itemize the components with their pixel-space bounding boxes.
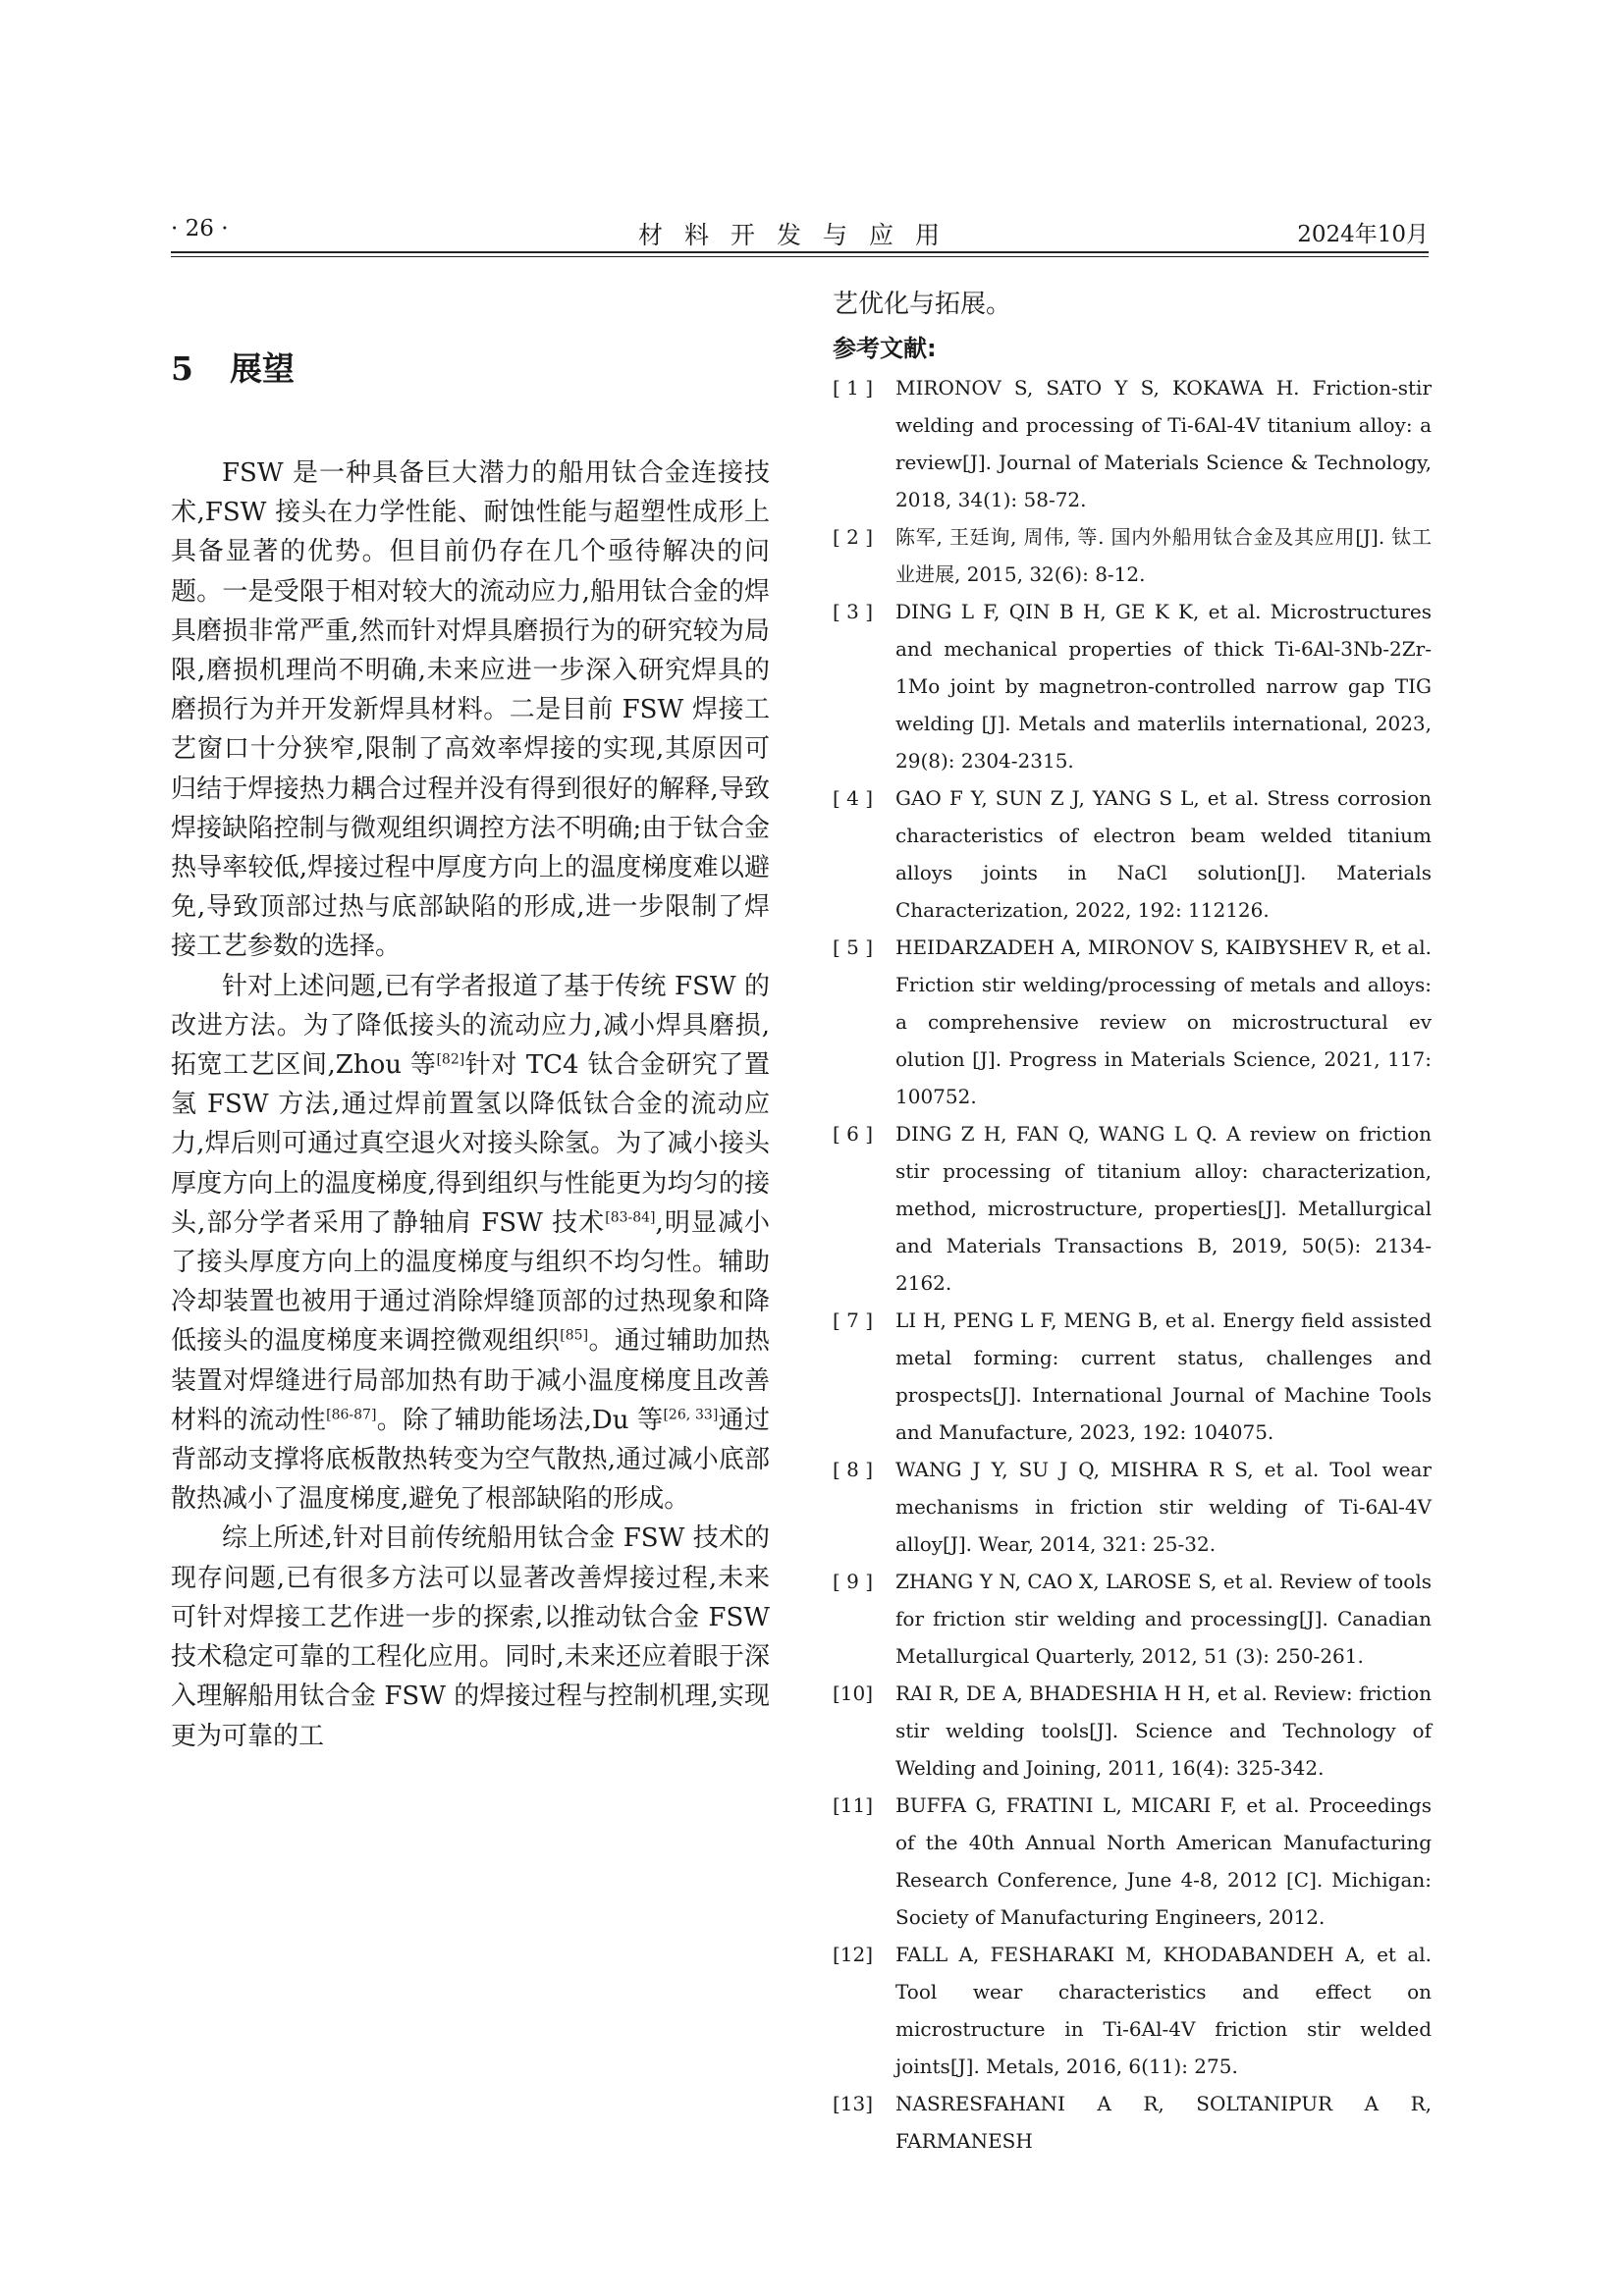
references-heading: 参考文献: bbox=[833, 335, 937, 362]
left-column bbox=[171, 344, 770, 1756]
page-number: · 26 · bbox=[171, 216, 229, 241]
reference-number: [ 3 ] bbox=[833, 600, 874, 623]
citation-marker: [85] bbox=[560, 1327, 589, 1344]
reference-text: DING Z H, FAN Q, WANG L Q. A review on friction stir processing of titanium alloy: characterization, method, microstructure, properties[J]. Metallurgical and Materials Transactions B, 2019, 50(5): 2134-2162. bbox=[895, 1122, 1432, 1295]
reference-item bbox=[833, 518, 1432, 593]
reference-text: MIRONOV S, SATO Y S, KOKAWA H. Friction-stir welding and processing of Ti-6Al-4V titanium alloy: a review[J]. Journal of Materials Science & Technology, 2018, 34(1): 58-72. bbox=[895, 376, 1432, 511]
reference-number: [10] bbox=[833, 1682, 874, 1705]
issue-date: 2024年10月 bbox=[1297, 222, 1429, 247]
reference-number: [ 9 ] bbox=[833, 1570, 874, 1593]
continued-text: 艺优化与拓展。 bbox=[833, 290, 1012, 319]
reference-text: FALL A, FESHARAKI M, KHODABANDEH A, et al. Tool wear characteristics and effect on microstructure in Ti-6Al-4V friction stir welded joints[J]. Metals, 2016, 6(11): 275. bbox=[895, 1943, 1432, 2078]
reference-item bbox=[833, 1302, 1432, 1451]
reference-number: [12] bbox=[833, 1943, 874, 1966]
reference-text: LI H, PENG L F, MENG B, et al. Energy field assisted metal forming: current status, challenges and prospects[J]. International Journal of Machine Tools and Manufacture, 2023, 192: 104075. bbox=[895, 1308, 1432, 1444]
reference-item bbox=[833, 1675, 1432, 1787]
journal-title: 材料开发与应用 bbox=[637, 221, 961, 249]
reference-text: 陈军, 王廷询, 周伟, 等. 国内外船用钛合金及其应用[J]. 钛工业进展, 2015, 32(6): 8-12. bbox=[895, 525, 1432, 586]
citation-marker: [86-87] bbox=[326, 1407, 377, 1423]
citation-marker: [83-84] bbox=[605, 1209, 656, 1226]
reference-number: [11] bbox=[833, 1793, 874, 1817]
reference-number: [ 2 ] bbox=[833, 525, 874, 549]
reference-item bbox=[833, 929, 1432, 1115]
header-rule-thin bbox=[171, 256, 1429, 257]
reference-item bbox=[833, 1563, 1432, 1675]
body-paragraph: 综上所述,针对目前传统船用钛合金 FSW 技术的现存问题,已有很多方法可以显著改善焊接过程,未来可针对焊接工艺作进一步的探索,以推动钛合金 FSW 技术稳定可靠的工程化应用。同时,未来还应着眼于深入理解船用钛合金 FSW 的焊接过程与控制机理,实现更为可靠的工 bbox=[171, 1523, 770, 1751]
reference-item bbox=[833, 1451, 1432, 1563]
right-column bbox=[833, 285, 1432, 2160]
reference-text: GAO F Y, SUN Z J, YANG S L, et al. Stress corrosion characteristics of electron beam welded titanium alloys joints in NaCl solution[J]. Materials Characterization, 2022, 192: 112126. bbox=[895, 786, 1432, 922]
reference-number: [ 7 ] bbox=[833, 1308, 874, 1332]
reference-number: [ 4 ] bbox=[833, 786, 874, 810]
reference-list bbox=[833, 369, 1432, 2160]
reference-text: HEIDARZADEH A, MIRONOV S, KAIBYSHEV R, et al. Friction stir welding/processing of metals and alloys: a comprehensive review on microstructural ev olution [J]. Progress in Materials Science, 2021, 117: 100752. bbox=[895, 935, 1432, 1108]
body-paragraph: 针对上述问题,已有学者报道了基于传统 FSW 的改进方法。为了降低接头的流动应力,减小焊具磨损,拓宽工艺区间,Zhou 等[82]针对 TC4 钛合金研究了置氢 FSW 方法,通过焊前置氢以降低钛合金的流动应力,焊后则可通过真空退火对接头除氢。为了减小接头厚度方向上的温度梯度,得到组织与性能更为均匀的接头,部分学者采用了静轴肩 FSW 技术[83-84],明显减小了接头厚度方向上的温度梯度与组织不均匀性。辅助冷却装置也被用于通过消除焊缝顶部的过热现象和降低接头的温度梯度来调控微观组织[85]。通过辅助加热装置对焊缝进行局部加热有助于减小温度梯度且改善材料的流动性[86-87]。除了辅助能场法,Du 等[26, 33]通过背部动支撑将底板散热转变为空气散热,通过减小底部散热减小了温度梯度,避免了根部缺陷的形成。 bbox=[171, 971, 771, 1515]
reference-text: ZHANG Y N, CAO X, LAROSE S, et al. Review of tools for friction stir welding and processing[J]. Canadian Metallurgical Quarterly, 2012, 51 (3): 250-261. bbox=[895, 1570, 1432, 1668]
reference-text: DING L F, QIN B H, GE K K, et al. Microstructures and mechanical properties of thick Ti-6Al-3Nb-2Zr-1Mo joint by magnetron-controlled narrow gap TIG welding [J]. Metals and materlils international, 2023, 29(8): 2304-2315. bbox=[895, 600, 1432, 773]
section-number: 5 bbox=[171, 349, 193, 388]
reference-number: [ 1 ] bbox=[833, 376, 874, 400]
body-paragraph: FSW 是一种具备巨大潜力的船用钛合金连接技术,FSW 接头在力学性能、耐蚀性能与超塑性成形上具备显著的优势。但目前仍存在几个亟待解决的问题。一是受限于相对较大的流动应力,船用钛合金的焊具磨损非常严重,然而针对焊具磨损行为的研究较为局限,磨损机理尚不明确,未来应进一步深入研究焊具的磨损行为并开发新焊具材料。二是目前 FSW 焊接工艺窗口十分狭窄,限制了高效率焊接的实现,其原因可归结于焊接热力耦合过程并没有得到很好的解释,导致焊接缺陷控制与微观组织调控方法不明确;由于钛合金热导率较低,焊接过程中厚度方向上的温度梯度难以避免,导致顶部过热与底部缺陷的形成,进一步限制了焊接工艺参数的选择。 bbox=[171, 458, 770, 962]
reference-number: [ 8 ] bbox=[833, 1458, 874, 1481]
section-heading bbox=[171, 344, 770, 387]
header-rule-thick bbox=[171, 251, 1429, 253]
reference-number: [ 6 ] bbox=[833, 1122, 874, 1146]
citation-marker: [26, 33] bbox=[663, 1407, 719, 1423]
reference-text: BUFFA G, FRATINI L, MICARI F, et al. Proceedings of the 40th Annual North American Manufacturing Research Conference, June 4-8, 2012 [C]. Michigan: Society of Manufacturing Engineers, 2012. bbox=[895, 1793, 1432, 1929]
reference-item bbox=[833, 1936, 1432, 2085]
reference-item bbox=[833, 1115, 1432, 1302]
reference-text: WANG J Y, SU J Q, MISHRA R S, et al. Tool wear mechanisms in friction stir welding of Ti-6Al-4V alloy[J]. Wear, 2014, 321: 25-32. bbox=[895, 1458, 1432, 1556]
reference-item bbox=[833, 1787, 1432, 1936]
reference-text: RAI R, DE A, BHADESHIA H H, et al. Review: friction stir welding tools[J]. Science and Technology of Welding and Joining, 2011, 16(4): 325-342. bbox=[895, 1682, 1432, 1780]
section-title: 展望 bbox=[230, 349, 295, 388]
reference-item bbox=[833, 2085, 1432, 2160]
reference-item bbox=[833, 369, 1432, 518]
reference-item bbox=[833, 593, 1432, 779]
reference-number: [ 5 ] bbox=[833, 935, 874, 959]
citation-marker: [82] bbox=[436, 1051, 465, 1068]
reference-text: NASRESFAHANI A R, SOLTANIPUR A R, FARMANESH bbox=[895, 2092, 1432, 2153]
reference-item bbox=[833, 779, 1432, 929]
reference-number: [13] bbox=[833, 2092, 874, 2115]
